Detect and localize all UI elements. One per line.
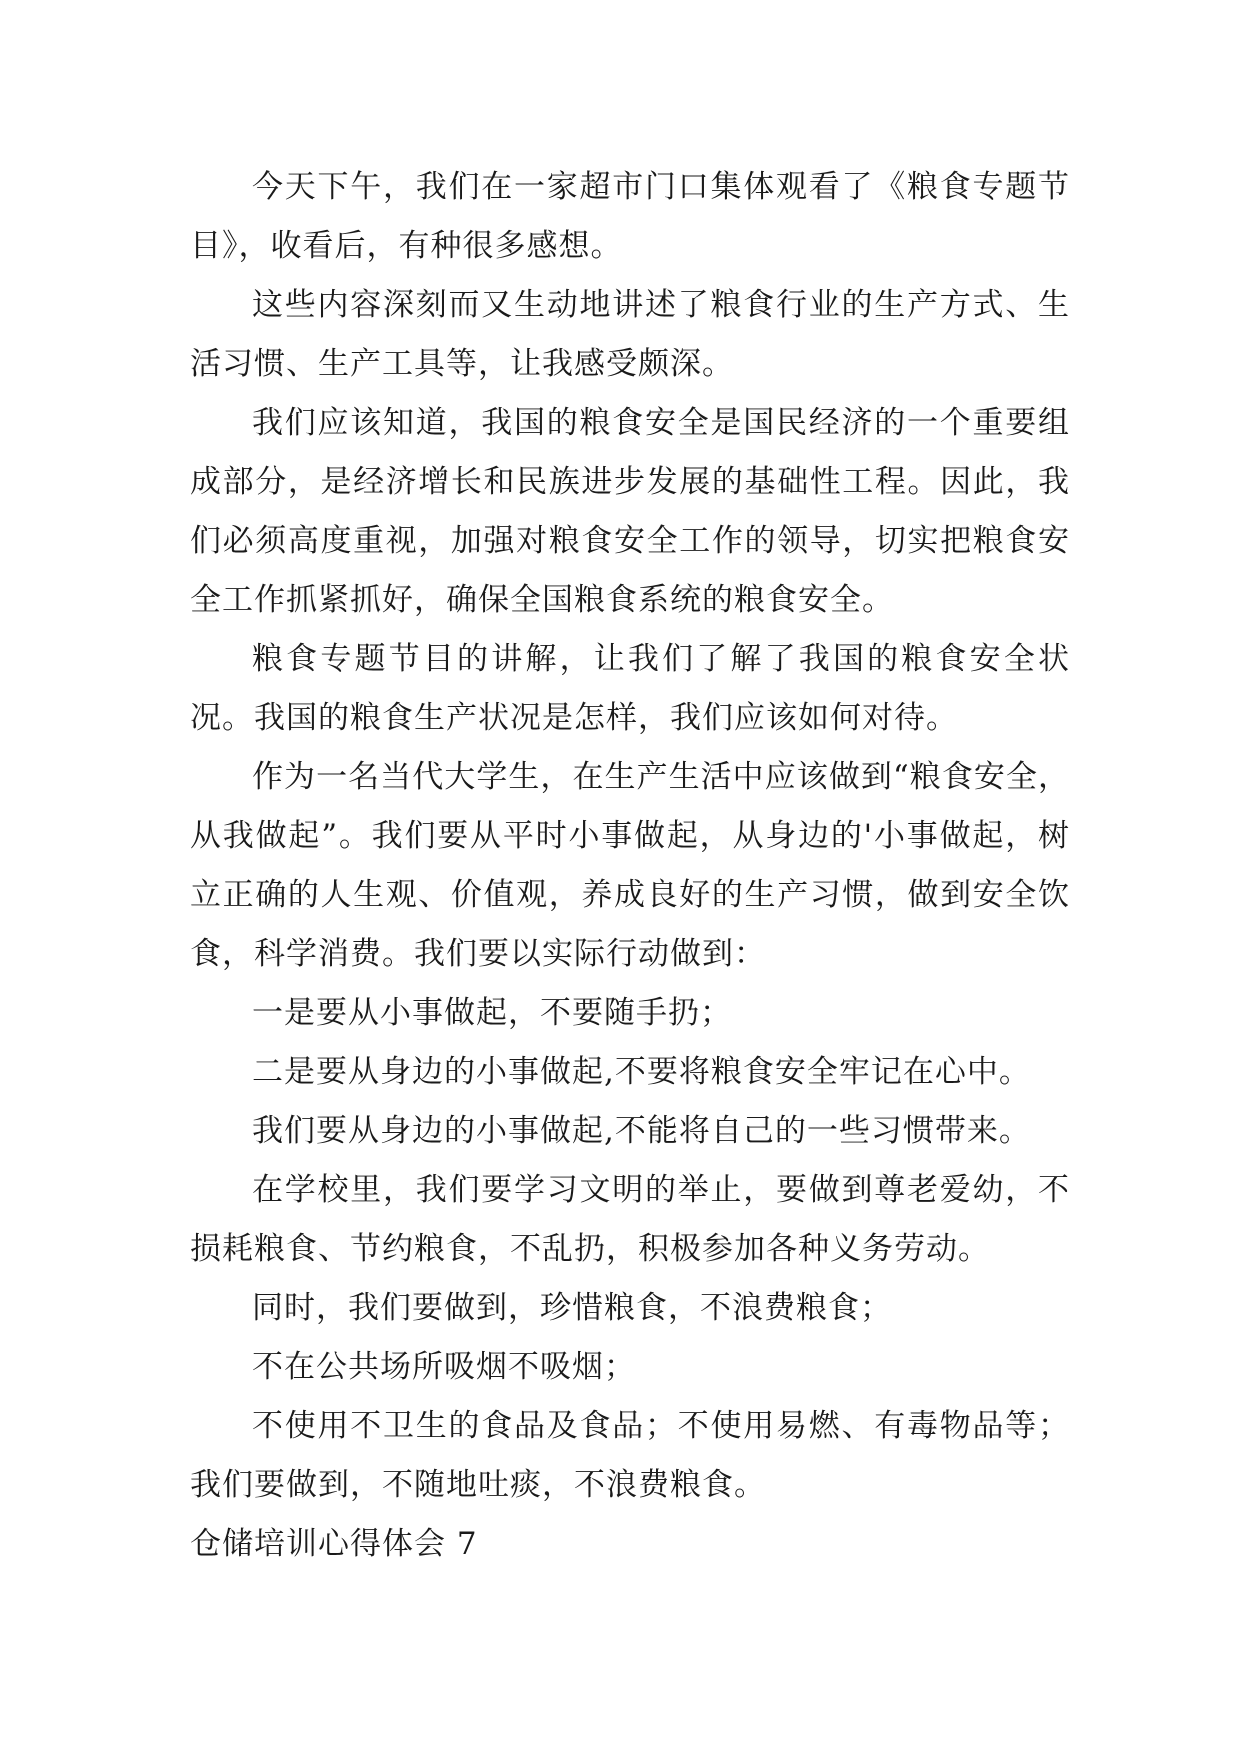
paragraph-8: 我们要从身边的小事做起,不能将自己的一些习惯带来。 xyxy=(252,1113,1031,1149)
paragraph-2: 这些内容深刻而又生动地讲述了粮食行业的生产方式、生活习惯、生产工具等，让我感受颇深。 xyxy=(190,287,1070,382)
paragraph-7: 二是要从身边的小事做起,不要将粮食安全牢记在心中。 xyxy=(252,1054,1031,1090)
paragraph-9: 在学校里，我们要学习文明的举止，要做到尊老爱幼，不损耗粮食、节约粮食，不乱扔，积极参加各种义务劳动。 xyxy=(190,1172,1070,1267)
section-heading: 仓储培训心得体会 7 xyxy=(190,1526,478,1562)
document-body xyxy=(190,158,1070,1574)
paragraph-4: 粮食专题节目的讲解，让我们了解了我国的粮食安全状况。我国的粮食生产状况是怎样，我们应该如何对待。 xyxy=(190,641,1070,736)
paragraph-1: 今天下午，我们在一家超市门口集体观看了《粮食专题节目》，收看后，有种很多感想。 xyxy=(190,169,1070,264)
paragraph-3: 我们应该知道，我国的粮食安全是国民经济的一个重要组成部分，是经济增长和民族进步发展的基础性工程。因此，我们必须高度重视，加强对粮食安全工作的领导，切实把粮食安全工作抓紧抓好，确保全国粮食系统的粮食安全。 xyxy=(190,405,1070,618)
paragraph-12: 不使用不卫生的食品及食品；不使用易燃、有毒物品等；我们要做到，不随地吐痰，不浪费粮食。 xyxy=(190,1408,1070,1503)
paragraph-11: 不在公共场所吸烟不吸烟； xyxy=(252,1349,636,1385)
paragraph-10: 同时，我们要做到，珍惜粮食，不浪费粮食； xyxy=(252,1290,892,1326)
paragraph-6: 一是要从小事做起，不要随手扔； xyxy=(252,995,732,1031)
paragraph-5: 作为一名当代大学生，在生产生活中应该做到“粮食安全，从我做起”。我们要从平时小事做起，从身边的'小事做起，树立正确的人生观、价值观，养成良好的生产习惯，做到安全饮食，科学消费。我们要以实际行动做到： xyxy=(190,759,1070,972)
